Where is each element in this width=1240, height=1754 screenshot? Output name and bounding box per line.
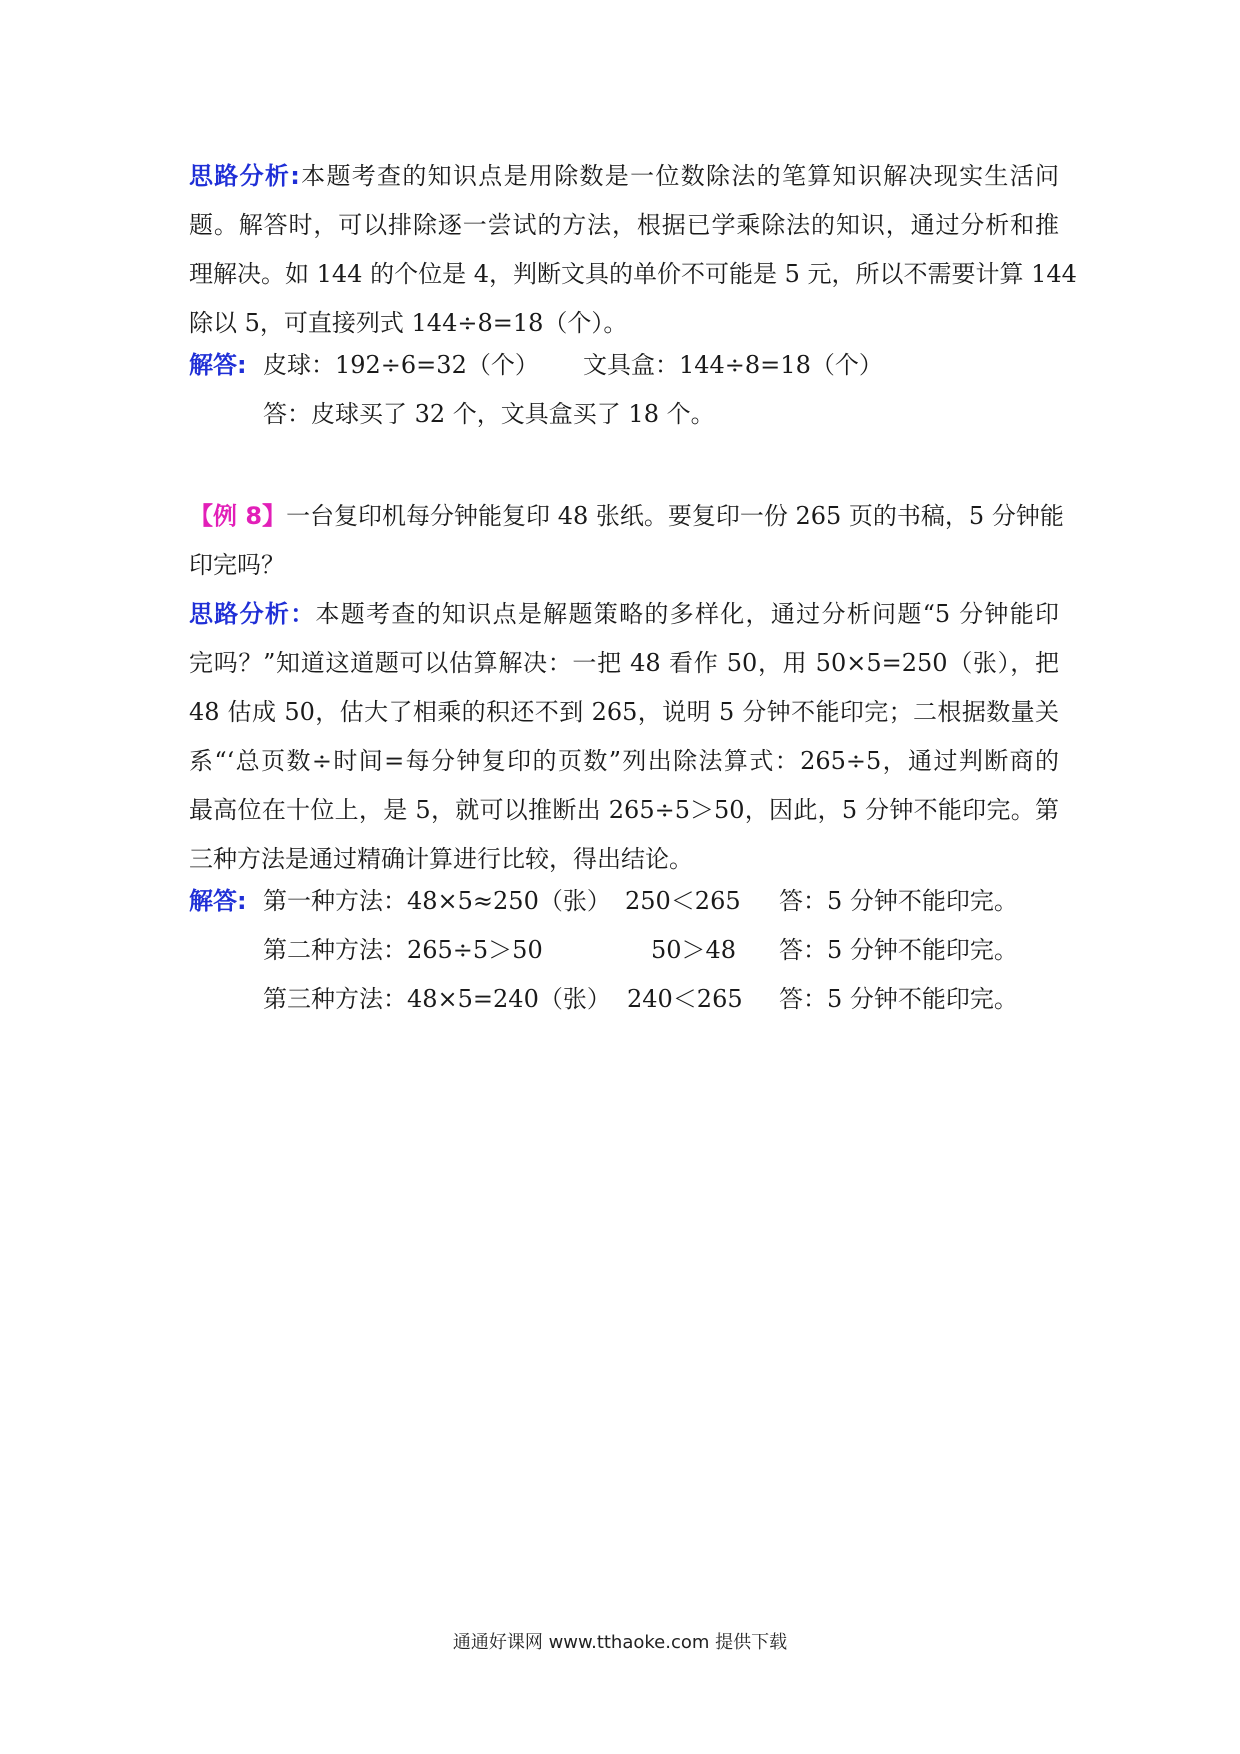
method-3-answer: 答：5 分钟不能印完。 (779, 985, 1018, 1013)
analysis-line: 48 估成 50，估大了相乘的积还不到 265，说明 5 分钟不能印完；二根据数量关 (189, 698, 1059, 726)
answer-conclusion: 答：皮球买了 32 个，文具盒买了 18 个。 (263, 400, 715, 428)
question-line: 印完吗？ (189, 551, 285, 579)
example-label: 【例 8】 (189, 502, 287, 530)
answer-ball: 皮球：192÷6=32（个） (263, 351, 539, 379)
analysis-line: 题。解答时，可以排除逐一尝试的方法，根据已学乘除法的知识，通过分析和推 (189, 211, 1059, 239)
analysis-label: 思路分析： (189, 600, 316, 628)
method-3-calc: 第三种方法：48×5=240（张） (263, 985, 611, 1013)
analysis-line: 思路分析：本题考查的知识点是解题策略的多样化，通过分析问题“5 分钟能印 (189, 600, 1060, 628)
question-line: 【例 8】一台复印机每分钟能复印 48 张纸。要复印一份 265 页的书稿，5 分钟能 (189, 502, 1064, 530)
method-2-calc: 第二种方法：265÷5＞50 (263, 936, 543, 964)
analysis-line: 除以 5，可直接列式 144÷8=18（个）。 (189, 309, 628, 337)
analysis-line: 三种方法是通过精确计算进行比较，得出结论。 (189, 845, 693, 873)
analysis-line: 最高位在十位上，是 5，就可以推断出 265÷5＞50，因此，5 分钟不能印完。第 (189, 796, 1059, 824)
method-1-answer: 答：5 分钟不能印完。 (779, 887, 1018, 915)
method-1-calc: 第一种方法：48×5≈250（张） (263, 887, 611, 915)
answer-box: 文具盒：144÷8=18（个） (583, 351, 883, 379)
analysis-label: 思路分析: (189, 162, 300, 190)
analysis-text: 本题考查的知识点是用除数是一位数除法的笔算知识解决现实生活问 (299, 162, 1059, 190)
analysis-line: 系“‘总页数÷时间=每分钟复印的页数”列出除法算式：265÷5，通过判断商的 (189, 747, 1059, 775)
method-3-compare: 240＜265 (627, 985, 743, 1013)
method-1-compare: 250＜265 (625, 887, 741, 915)
analysis-line (189, 152, 1059, 201)
page-footer: 通通好课网 www.tthaoke.com 提供下载 (452, 1632, 788, 1653)
analysis-line: 理解决。如 144 的个位是 4，判断文具的单价不可能是 5 元，所以不需要计算 144 (189, 260, 1077, 288)
answer-label-1: 解答: (189, 351, 247, 379)
answer-label-2: 解答: (189, 887, 247, 915)
analysis-paragraph-1 (189, 152, 1077, 348)
method-2-answer: 答：5 分钟不能印完。 (779, 936, 1018, 964)
analysis-paragraph-2 (189, 590, 1059, 884)
method-2-compare: 50＞48 (651, 936, 737, 964)
analysis-line: 完吗？”知道这道题可以估算解决：一把 48 看作 50，用 50×5=250（张），把 (189, 649, 1059, 677)
example-8-question (189, 492, 1064, 590)
